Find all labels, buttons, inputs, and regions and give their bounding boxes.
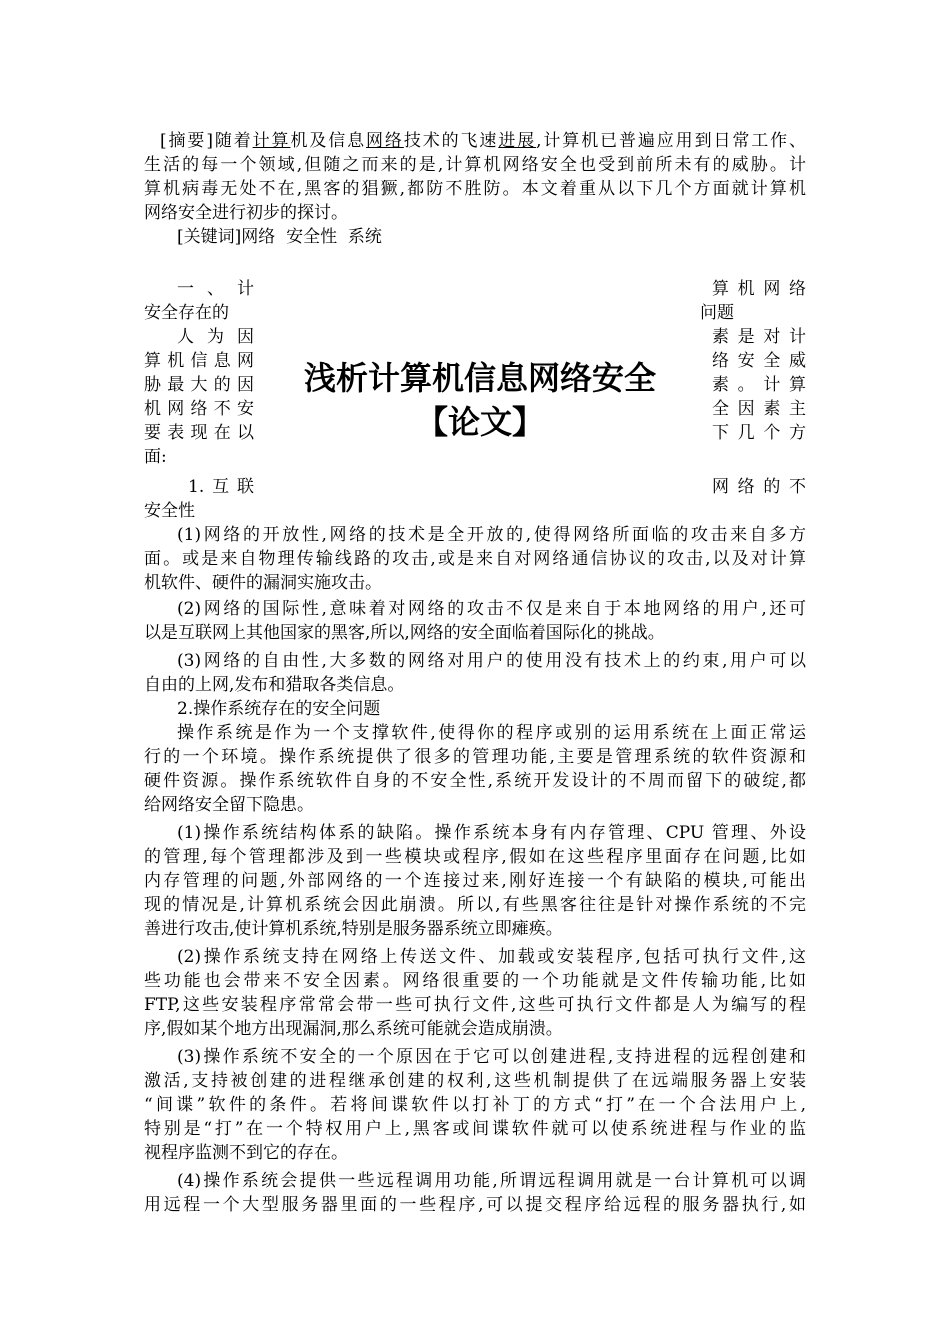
body-line: (2)操作系统支持在网络上传送文件、加载或安装程序,包括可执行文件,这: [177, 947, 806, 967]
link-computer[interactable]: 计算: [252, 131, 291, 151]
body-line: 给网络安全留下隐患。: [144, 795, 314, 815]
link-progress[interactable]: 进展: [498, 131, 537, 151]
body-line: 内存管理的问题,外部网络的一个连接过来,刚好连接一个有缺陷的模块,可能出: [144, 871, 806, 891]
right-col-line-8: 网络的不: [712, 477, 806, 497]
left-col-line-2: 安全存在的: [144, 303, 229, 323]
body-line: 操作系统是作为一个支撑软件,使得你的程序或别的运用系统在上面正常运: [177, 723, 806, 743]
abstract-line-3: 算机病毒无处不在,黑客的猖獗,都防不胜防。本文着重从以下几个方面就计算机: [144, 179, 806, 199]
body-line: (1)网络的开放性,网络的技术是全开放的,使得网络所面临的攻击来自多方: [177, 525, 806, 545]
body-line: 自由的上网,发布和猎取各类信息。: [144, 675, 405, 695]
body-line: (3)操作系统不安全的一个原因在于它可以创建进程,支持进程的远程创建和: [177, 1047, 806, 1067]
link-network[interactable]: 网络: [366, 131, 404, 151]
body-line: 现的情况是,计算机系统会因此崩溃。所以,有些黑客往往是针对操作系统的不完: [144, 895, 806, 915]
title-line-2: 【论文】: [415, 403, 544, 441]
body-line: 善进行攻击,使计算机系统,特别是服务器系统立即瘫痪。: [144, 919, 563, 939]
right-col-line-4: 络安全威: [712, 351, 806, 371]
left-col-line-7: 要表现在以: [144, 423, 254, 443]
body-line: 行的一个环境。操作系统提供了很多的管理功能,主要是管理系统的软件资源和: [144, 747, 806, 767]
right-col-line-6: 全因素主: [712, 399, 806, 419]
abstract-text: [摘要]随着: [160, 131, 253, 151]
body-line: (1)操作系统结构体系的缺陷。操作系统本身有内存管理、CPU 管理、外设: [177, 823, 806, 843]
body-line: (3)网络的自由性,大多数的网络对用户的使用没有技术上的约束,用户可以: [177, 651, 806, 671]
body-line: (4)操作系统会提供一些远程调用功能,所谓远程调用就是一台计算机可以调: [177, 1171, 806, 1191]
left-col-line-3: 人为因: [177, 327, 254, 347]
section-heading: 2.操作系统存在的安全问题: [177, 699, 381, 719]
body-line: “间谍”软件的条件。若将间谍软件以打补丁的方式“打”在一个合法用户上,: [144, 1095, 806, 1115]
right-col-line-5: 素。计算: [712, 375, 806, 395]
body-line: 以是互联网上其他国家的黑客,所以,网络的安全面临着国际化的挑战。: [144, 623, 665, 643]
document-title: [270, 356, 690, 444]
left-col-line-6: 机网络不安: [144, 399, 254, 419]
abstract-line-1: [160, 129, 806, 153]
body-line: 硬件资源。操作系统软件自身的不安全性,系统开发设计的不周而留下的破绽,都: [144, 771, 806, 791]
right-col-line-2: 问题: [700, 303, 734, 323]
right-col-line-3: 素是对计: [712, 327, 806, 347]
body-line: 激活,支持被创建的进程继承创建的权利,这些机制提供了在远端服务器上安装: [144, 1071, 806, 1091]
body-line: 的管理,每个管理都涉及到一些模块或程序,假如在这些程序里面存在问题,比如: [144, 847, 806, 867]
abstract-text: 机及信息: [290, 131, 367, 151]
body-line: 些功能也会带来不安全因素。网络很重要的一个功能就是文件传输功能,比如: [144, 971, 806, 991]
body-line: (2)网络的国际性,意味着对网络的攻击不仅是来自于本地网络的用户,还可: [177, 599, 806, 619]
left-col-line-8: 面:: [144, 447, 167, 467]
abstract-line-4: 网络安全进行初步的探讨。: [144, 203, 348, 223]
left-col-line-4: 算机信息网: [144, 351, 254, 371]
body-line: 视程序监测不到它的存在。: [144, 1143, 348, 1163]
right-col-line-7: 下几个方: [712, 423, 806, 443]
body-line: 机软件、硬件的漏洞实施攻击。: [144, 573, 382, 593]
body-line: 序,假如某个地方出现漏洞,那么系统可能就会造成崩溃。: [144, 1019, 563, 1039]
title-line-1: 浅析计算机信息网络安全: [303, 359, 656, 397]
body-line: 用远程一个大型服务器里面的一些程序,可以提交程序给远程的服务器执行,如: [144, 1195, 806, 1215]
body-line: FTP,这些安装程序常常会带一些可执行文件,这些可执行文件都是人为编写的程: [144, 995, 806, 1015]
right-col-line-1: 算机网络: [712, 279, 806, 299]
left-col-line-1: 一、计: [177, 279, 254, 299]
body-line: 特别是“打”在一个特权用户上,黑客或间谍软件就可以使系统进程与作业的监: [144, 1119, 806, 1139]
left-col-line-10: 安全性: [144, 501, 195, 521]
keywords: [关键词]网络 安全性 系统: [177, 227, 382, 247]
body-line: 面。或是来自物理传输线路的攻击,或是来自对网络通信协议的攻击,以及对计算: [144, 549, 806, 569]
left-col-line-5: 胁最大的因: [144, 375, 254, 395]
abstract-line-2: 生活的每一个领域,但随之而来的是,计算机网络安全也受到前所未有的威胁。计: [144, 155, 806, 175]
abstract-text: 技术的飞速: [403, 131, 499, 151]
left-col-line-9: 1.互联: [188, 477, 254, 497]
abstract-text: ,计算机已普遍应用到日常工作、: [536, 131, 807, 151]
